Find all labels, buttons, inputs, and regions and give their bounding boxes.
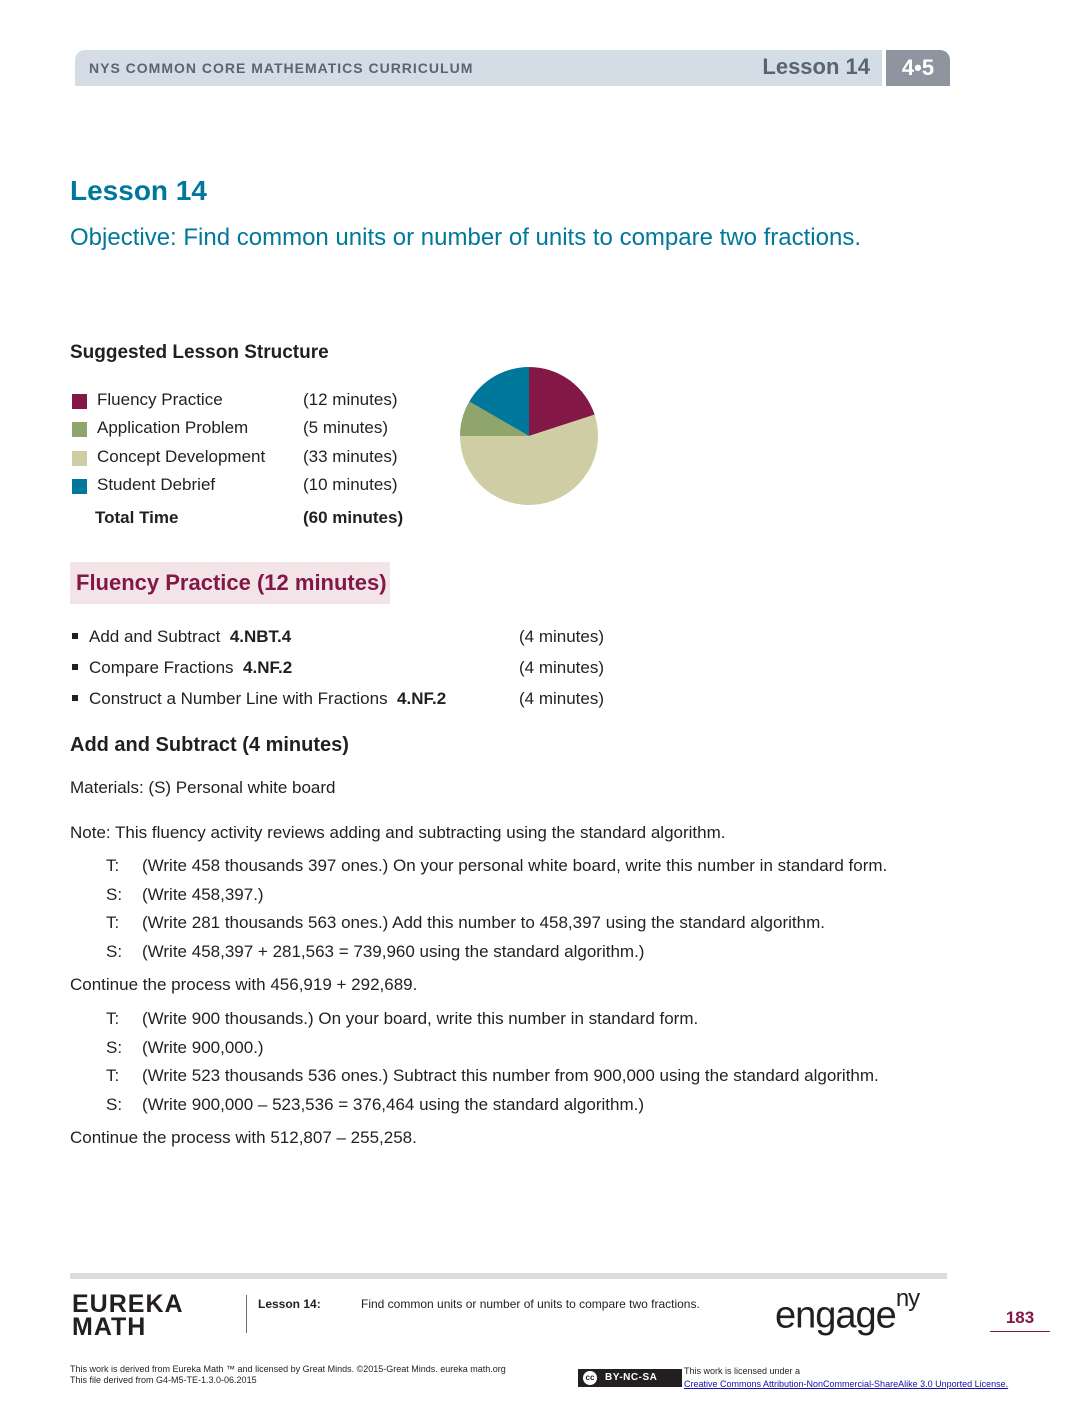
- dialogue-text: (Write 900 thousands.) On your board, write this number in standard form.: [142, 1009, 699, 1028]
- fluency-item-minutes: (4 minutes): [519, 627, 605, 646]
- fluency-item-label: Add and Subtract 4.NBT.4: [89, 627, 292, 646]
- footer-rule: [70, 1273, 947, 1279]
- fluency-item-minutes: (4 minutes): [519, 689, 605, 708]
- structure-minutes: (10 minutes): [303, 475, 398, 494]
- lesson-title: Lesson 14: [70, 175, 207, 206]
- activity-title: Add and Subtract (4 minutes): [70, 734, 349, 756]
- fluency-swatch: [72, 394, 87, 409]
- engageny-logo: engage$^{ny}$: [775, 1285, 920, 1337]
- total-time-minutes: (60 minutes): [303, 508, 404, 527]
- cc-icon: cc: [583, 1371, 597, 1385]
- dialogue-speaker: T:: [106, 1066, 120, 1085]
- total-time-label: Total Time: [95, 508, 179, 527]
- eureka-math-logo: EUREKA MATH: [72, 1290, 184, 1341]
- structure-label: Concept Development: [97, 447, 266, 466]
- continue-line: Continue the process with 512,807 – 255,258.: [70, 1128, 417, 1147]
- footer-lesson-objective: Find common units or number of units to compare two fractions.: [361, 1297, 700, 1311]
- structure-label: Student Debrief: [97, 475, 216, 494]
- dialogue-speaker: S:: [106, 1038, 123, 1057]
- materials-line: Materials: (S) Personal white board: [70, 778, 336, 797]
- cc-license-badge: cc BY-NC-SA: [578, 1369, 682, 1387]
- structure-title: Suggested Lesson Structure: [70, 342, 329, 363]
- page-header: [75, 50, 950, 86]
- header-module: 4•5: [886, 50, 950, 86]
- curriculum-name: NYS COMMON CORE MATHEMATICS CURRICULUM: [89, 60, 474, 76]
- lesson-objective: Objective: Find common units or number of units to compare two fractions.: [70, 224, 862, 251]
- bullet-icon: [72, 695, 78, 701]
- fluency-item-standard: 4.NF.2: [243, 658, 293, 677]
- footer-divider: [246, 1295, 247, 1333]
- note-line: Note: This fluency activity reviews adding and subtracting using the standard algorithm.: [70, 823, 726, 842]
- dialogue-text: (Write 900,000.): [142, 1038, 264, 1057]
- license-link[interactable]: Creative Commons Attribution-NonCommercial-ShareAlike 3.0 Unported License.: [684, 1379, 1009, 1389]
- dialogue-speaker: T:: [106, 1009, 120, 1028]
- dialogue-text: (Write 281 thousands 563 ones.) Add this number to 458,397 using the standard algorithm.: [142, 913, 825, 932]
- footer-lesson-label: Lesson 14:: [258, 1297, 321, 1311]
- page-number-rule: [990, 1331, 1050, 1332]
- dialogue-text: (Write 458,397 + 281,563 = 739,960 using the standard algorithm.): [142, 942, 645, 961]
- fluency-item: [72, 658, 632, 686]
- fluency-heading: Fluency Practice (12 minutes): [76, 570, 387, 595]
- application-swatch: [72, 422, 87, 437]
- fluency-item: [72, 689, 632, 717]
- debrief-swatch: [72, 479, 87, 494]
- bullet-icon: [72, 664, 78, 670]
- dialogue-speaker: T:: [106, 856, 120, 875]
- file-notice: This file derived from G4-M5-TE-1.3.0-06.2015: [70, 1375, 257, 1385]
- header-lesson: Lesson 14: [762, 54, 870, 79]
- dialogue-speaker: S:: [106, 885, 123, 904]
- page-number: 183: [1005, 1308, 1035, 1327]
- dialogue-text: (Write 523 thousands 536 ones.) Subtract this number from 900,000 using the standard algorithm.: [142, 1066, 879, 1085]
- fluency-item-standard: 4.NBT.4: [229, 627, 292, 646]
- license-notice: This work is licensed under a: [684, 1366, 801, 1376]
- derived-notice: This work is derived from Eureka Math ™ and licensed by Great Minds. ©2015-Great Minds. eureka math.org: [70, 1364, 506, 1374]
- dialogue-text: (Write 458 thousands 397 ones.) On your personal white board, write this number in standard form.: [142, 856, 888, 875]
- structure-minutes: (5 minutes): [303, 418, 389, 437]
- dialogue-speaker: S:: [106, 942, 123, 961]
- dialogue-text: (Write 458,397.): [142, 885, 264, 904]
- fluency-item-standard: 4.NF.2: [397, 689, 447, 708]
- continue-line: Continue the process with 456,919 + 292,689.: [70, 975, 418, 994]
- dialogue-speaker: S:: [106, 1095, 123, 1114]
- dialogue-text: (Write 900,000 – 523,536 = 376,464 using the standard algorithm.): [142, 1095, 644, 1114]
- lesson-structure-pie-chart: [458, 365, 600, 507]
- structure-minutes: (33 minutes): [303, 447, 398, 466]
- fluency-item: [72, 627, 632, 655]
- fluency-item-label: Construct a Number Line with Fractions 4.NF.2: [89, 689, 447, 708]
- dialogue-speaker: T:: [106, 913, 120, 932]
- concept-swatch: [72, 451, 87, 466]
- structure-label: Fluency Practice: [97, 390, 223, 409]
- fluency-item-label: Compare Fractions 4.NF.2: [89, 658, 293, 677]
- structure-minutes: (12 minutes): [303, 390, 398, 409]
- bullet-icon: [72, 633, 78, 639]
- structure-label: Application Problem: [97, 418, 249, 437]
- fluency-item-minutes: (4 minutes): [519, 658, 605, 677]
